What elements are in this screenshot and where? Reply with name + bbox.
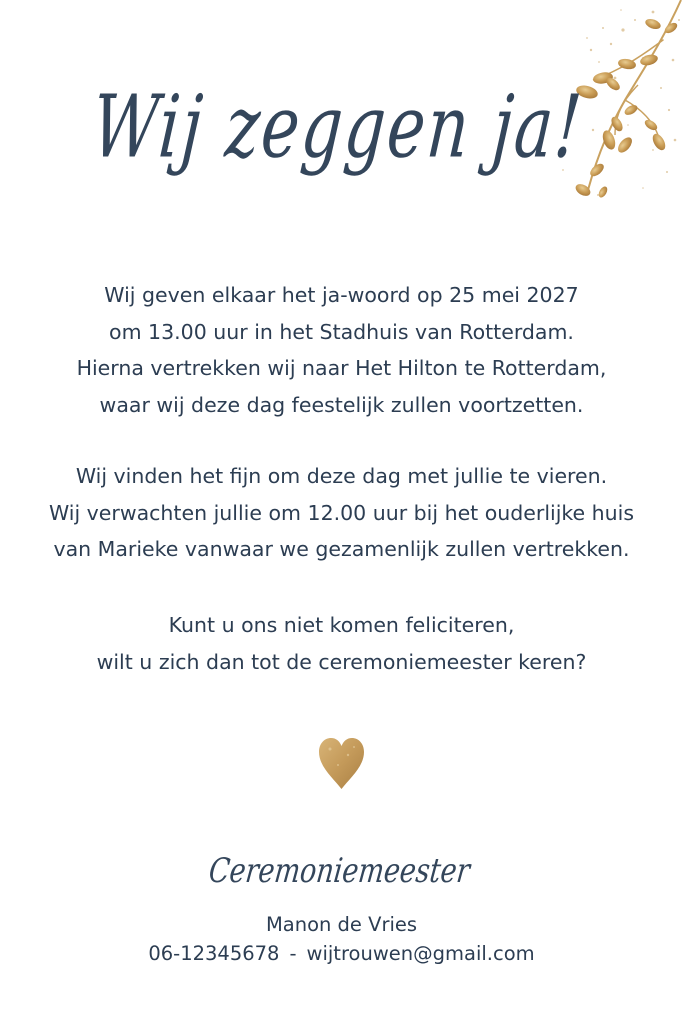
gold-heart-icon [318,737,365,790]
separator: - [289,942,297,965]
text-line: om 13.00 uur in het Stadhuis van Rotterdam. [109,319,574,344]
text-line: Wij geven elkaar het ja-woord op 25 mei 2027 [104,283,579,307]
text-line: Kunt u ons niet komen feliciteren, [168,613,515,637]
text-line: Wij verwachten jullie om 12.00 uur bij het ouderlijke huis [48,500,635,525]
text-line: Wij vinden het fijn om deze dag met jullie te vieren. [75,464,608,488]
text-line: Hierna vertrekken wij naar Het Hilton te Rotterdam, [76,356,607,380]
paragraph-regrets [0,607,683,680]
phone-number[interactable]: 06-12345678 [148,942,280,965]
role-title: Ceremoniemeester [206,852,472,891]
contact-details [0,942,683,965]
contact-name: Manon de Vries [265,913,418,936]
paragraph-gathering [0,458,683,568]
text-line: wilt u zich dan tot de ceremoniemeester keren? [96,649,587,674]
paragraph-ceremony [0,277,683,423]
headline-title: Wij zeggen ja! [88,78,587,178]
text-line: van Marieke vanwaar we gezamenlijk zullen vertrekken. [53,537,630,561]
email-link[interactable]: wijtrouwen@gmail.com [306,942,535,965]
text-line: waar wij deze dag feestelijk zullen voortzetten. [99,392,584,417]
